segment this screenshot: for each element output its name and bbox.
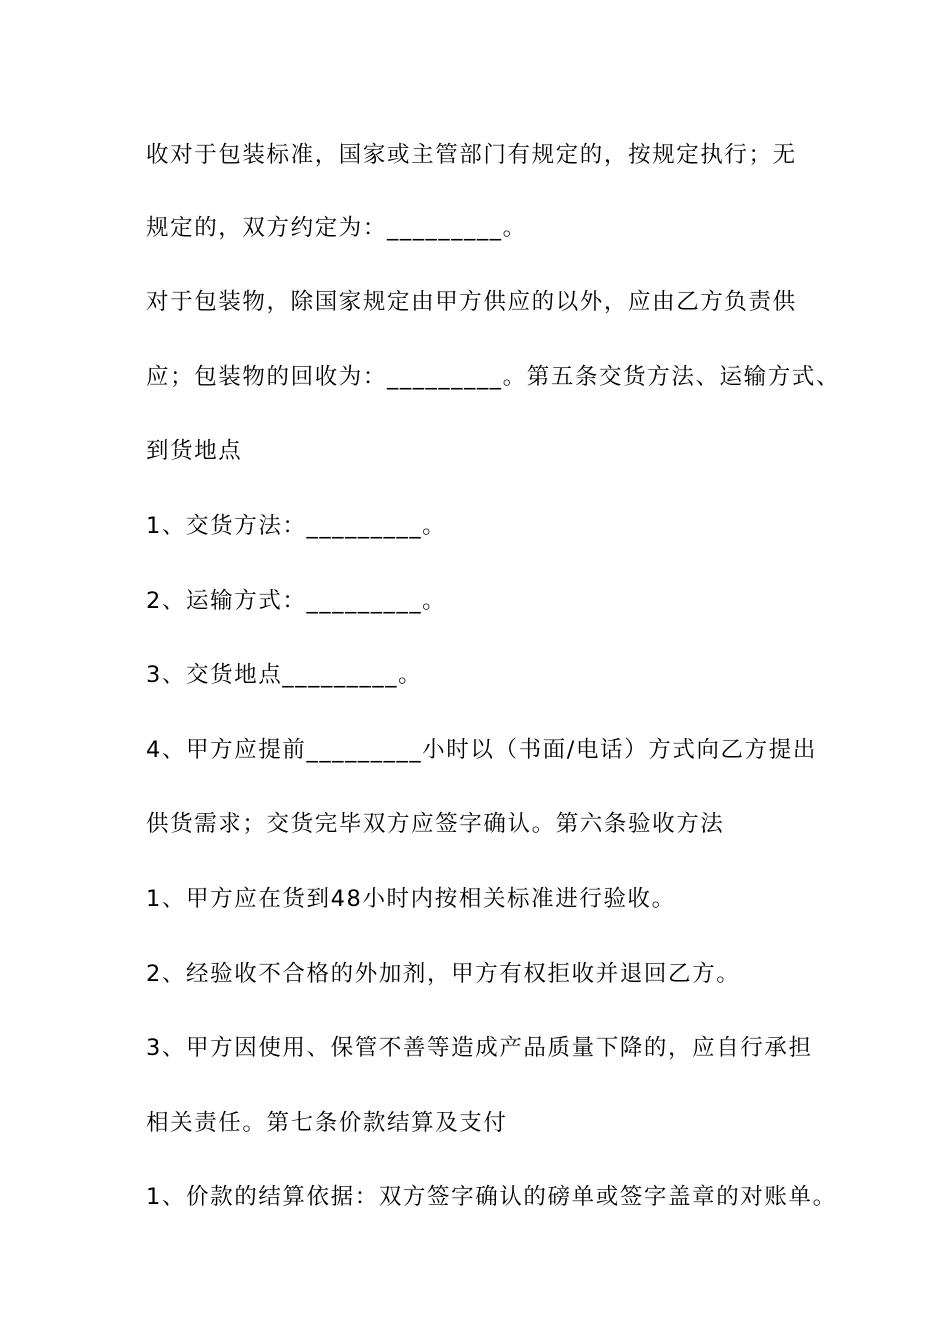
text-line: 供货需求；交货完毕双方应签字确认。第六条验收方法: [146, 811, 725, 837]
text-line: 规定的，双方约定为：_________。: [146, 215, 527, 241]
text-line: 2、经验收不合格的外加剂，甲方有权拒收并退回乙方。: [146, 961, 741, 987]
text-line: 1、交货方法：_________。: [146, 513, 447, 539]
text-line: 3、甲方因使用、保管不善等造成产品质量下降的，应自行承担: [146, 1035, 813, 1061]
text-line: 3、交货地点_________。: [146, 662, 423, 688]
text-line: 4、甲方应提前_________小时以（书面/电话）方式向乙方提出: [146, 737, 817, 763]
text-line: 收对于包装标准，国家或主管部门有规定的，按规定执行；无: [146, 142, 797, 168]
text-line: 2、运输方式：_________。: [146, 588, 447, 614]
text-line: 1、价款的结算依据：双方签字确认的磅单或签字盖章的对账单。: [146, 1184, 837, 1210]
text-line: 1、甲方应在货到48小时内按相关标准进行验收。: [146, 886, 676, 912]
text-line: 对于包装物，除国家规定由甲方供应的以外，应由乙方负责供: [146, 289, 797, 315]
text-line: 应；包装物的回收为：_________。第五条交货方法、运输方式、: [146, 364, 841, 390]
text-line: 相关责任。第七条价款结算及支付: [146, 1110, 508, 1136]
text-line: 到货地点: [146, 438, 243, 464]
